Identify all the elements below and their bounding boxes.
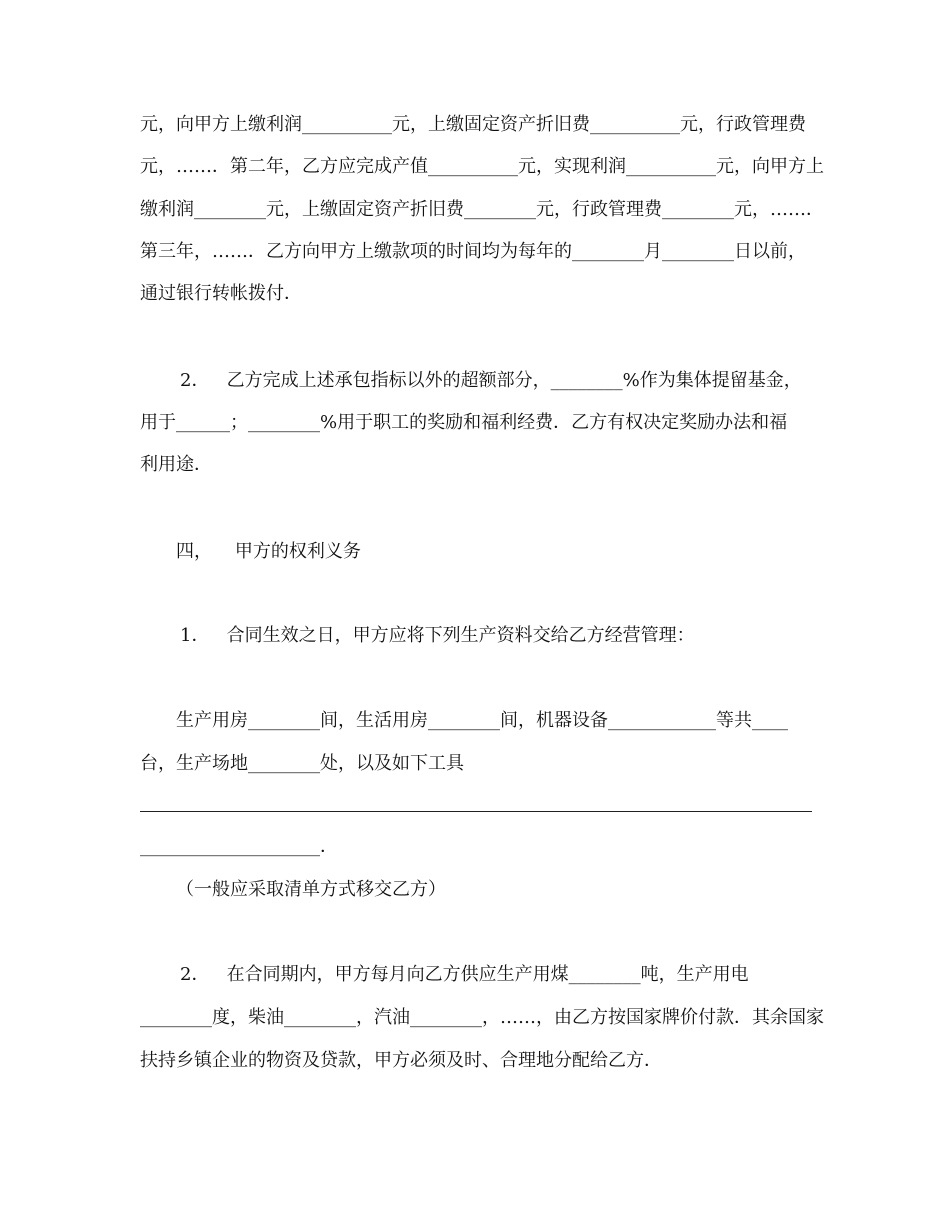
text-line-11: 生产用房________间，生活用房________间，机器设备____________等共____	[176, 710, 788, 731]
text-line-15: 2． 在合同期内，甲方每月向乙方供应生产用煤________吨，生产用电	[180, 964, 749, 985]
text-line-16: ________度，柴油________，汽油________，……，由乙方按国家牌价付款．其余国家	[140, 1007, 824, 1028]
text-line-1: 元，向甲方上缴利润__________元，上缴固定资产折旧费__________元，行政管理费	[140, 114, 806, 135]
text-line-8: 利用途．	[140, 454, 212, 475]
text-line-10: 1． 合同生效之日，甲方应将下列生产资料交给乙方经营管理：	[180, 625, 695, 646]
text-line-7: 用于______；________%用于职工的奖励和福利经费．乙方有权决定奖励办法和福	[140, 412, 788, 433]
text-line-5: 通过银行转帐拨付．	[140, 283, 302, 304]
text-line-6: 2． 乙方完成上述承包指标以外的超额部分，________%作为集体提留基金，	[180, 370, 802, 391]
text-line-17: 扶持乡镇企业的物资及贷款，甲方必须及时、合理地分配给乙方．	[140, 1050, 662, 1071]
text-line-4: 第三年，……．乙方向甲方上缴款项的时间均为每年的________月________日以前，	[140, 241, 806, 262]
text-line-3: 缴利润________元，上缴固定资产折旧费________元，行政管理费________元，……．	[140, 199, 824, 220]
text-line-12: 台，生产场地________处，以及如下工具	[140, 753, 464, 774]
text-line-2: 元，……．第二年，乙方应完成产值__________元，实现利润__________元，向甲方上	[140, 156, 824, 177]
blank-rule	[140, 811, 812, 812]
note-line: （一般应采取清单方式移交乙方）	[176, 879, 446, 900]
section-heading: 四， 甲方的权利义务	[176, 541, 361, 562]
text-line-13: ____________________．	[140, 836, 338, 857]
